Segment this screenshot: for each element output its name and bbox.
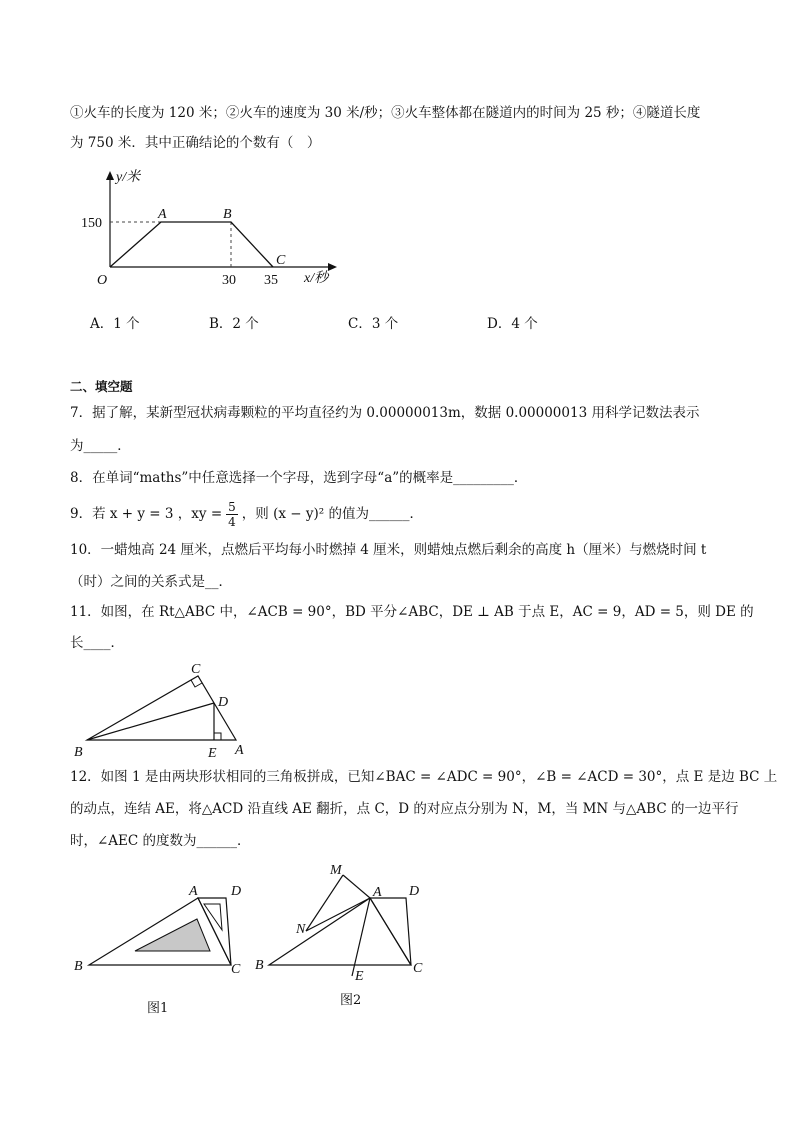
q6-y-tick: 150 <box>81 216 102 231</box>
q12-fig2-label-c: C <box>413 961 423 976</box>
q12-fig1-label-d: D <box>231 884 242 899</box>
q12-fig1 <box>70 875 260 980</box>
q11-label-b: B <box>74 745 83 760</box>
q12-fig2-label-d: D <box>409 884 420 899</box>
choice-d: D．4 个 <box>487 316 538 332</box>
q11-line1: 11．如图，在 Rt△ABC 中，∠ACB = 90°，BD 平分∠ABC，DE ⊥ AB 于点 E，AC = 9，AD = 5，则 DE 的 <box>70 604 754 620</box>
q11-label-d: D <box>218 695 229 710</box>
q6-y-label: y/米 <box>116 170 141 185</box>
q6-origin: O <box>97 273 108 288</box>
q6-line1: ①火车的长度为 120 米；②火车的速度为 30 米/秒；③火车整体都在隧道内的时间为 25 秒；④隧道长度 <box>70 105 701 121</box>
section-title: 二、填空题 <box>70 379 133 394</box>
q11-figure <box>70 658 260 760</box>
choice-c: C．3 个 <box>348 316 399 332</box>
q12-fig2 <box>250 858 450 988</box>
q10-line2: （时）之间的关系式是__． <box>70 574 232 590</box>
q8-line1: 8．在单词“maths”中任意选择一个字母，选到字母“a”的概率是_________． <box>70 470 528 486</box>
q11-label-a: A <box>235 743 244 758</box>
q6-point-b: B <box>223 207 232 222</box>
q6-x-tick-35: 35 <box>264 273 278 288</box>
q12-line1: 12．如图 1 是由两块形状相同的三角板拼成，已知∠BAC = ∠ADC = 90°，∠B = ∠ACD = 30°，点 E 是边 BC 上 <box>70 769 778 785</box>
q9-denominator: 4 <box>228 514 236 529</box>
q9-line <box>70 497 423 531</box>
q9-pre: 9．若 x + y = 3 ，xy = <box>70 506 223 522</box>
choice-b: B．2 个 <box>209 316 259 332</box>
q11-label-e: E <box>208 746 217 761</box>
q6-line2: 为 750 米．其中正确结论的个数有（ ） <box>70 135 321 151</box>
q10-line1: 10．一蜡烛高 24 厘米，点燃后平均每小时燃掉 4 厘米，则蜡烛点燃后剩余的高度 h（厘米）与燃烧时间 t <box>70 542 707 558</box>
q9-fraction <box>226 500 238 529</box>
q12-fig1-label-a: A <box>189 884 198 899</box>
q12-fig2-label-a: A <box>373 885 382 900</box>
q12-fig2-label-m: M <box>330 863 342 878</box>
q9-numerator: 5 <box>228 499 236 514</box>
q6-x-label: x/秒 <box>304 271 329 286</box>
q7-line2: 为_____． <box>70 438 131 454</box>
q12-fig1-caption: 图1 <box>147 1001 169 1016</box>
q12-fig2-label-n: N <box>296 922 306 937</box>
q6-x-tick-30: 30 <box>222 273 236 288</box>
q12-line2: 的动点，连结 AE，将△ACD 沿直线 AE 翻折，点 C，D 的对应点分别为 N，M，当 MN 与△ABC 的一边平行 <box>70 801 739 817</box>
q12-fig2-label-b: B <box>255 958 264 973</box>
q6-graph <box>75 165 355 290</box>
q12-line3: 时，∠AEC 的度数为______． <box>70 833 251 849</box>
q7-line1: 7．据了解，某新型冠状病毒颗粒的平均直径约为 0.00000013m，数据 0.00000013 用科学记数法表示 <box>70 405 700 421</box>
q12-fig1-label-b: B <box>74 959 83 974</box>
q11-line2: 长____． <box>70 635 124 651</box>
q6-point-a: A <box>158 207 167 222</box>
choice-a: A．1 个 <box>90 316 140 332</box>
q6-point-c: C <box>276 253 286 268</box>
q12-fig2-caption: 图2 <box>340 993 362 1008</box>
q12-fig2-label-e: E <box>355 969 364 984</box>
q9-post: ，则 (x − y)² 的值为______． <box>241 506 423 522</box>
q11-label-c: C <box>191 662 201 677</box>
q12-fig1-label-c: C <box>231 962 241 977</box>
